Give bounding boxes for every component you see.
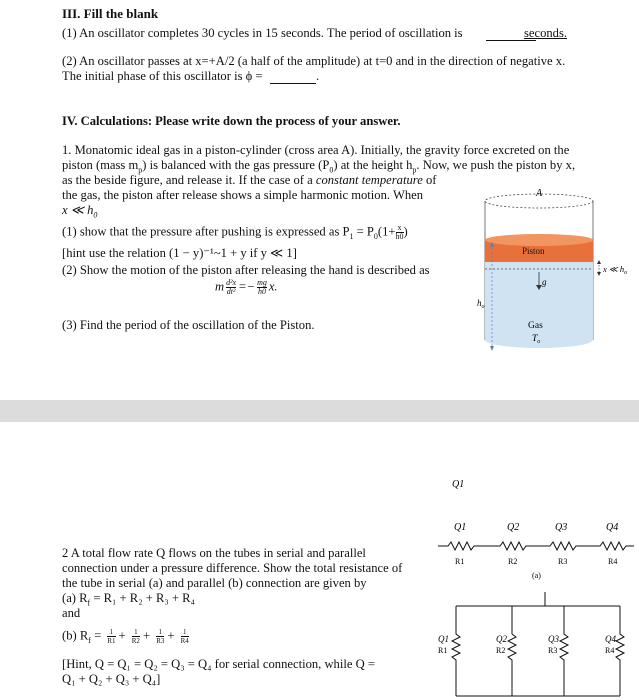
p2-line-6: (b) $R_f$ = $\frac{1}{R1}$ + $\frac{1}{R2}$ + $\frac{1}{R3}$ + $\frac{1}{R4}$: [62, 628, 189, 645]
q1-unit: seconds.: [524, 26, 568, 40]
parallel-branch-3: [548, 606, 568, 696]
q2-line-1: (2) An oscillator passes at x=+A/2 (a half of the amplitude) at t=0 and in the direction of negative x.: [62, 54, 566, 68]
piston-label: Piston: [522, 246, 545, 256]
x-label: x ≪ $h_o$: [603, 264, 628, 276]
p2-line-7: [Hint, Q = Q₁ = Q₂ = Q₃ = Q₄ for serial connection, while Q =: [62, 657, 375, 671]
g-label: g: [542, 277, 547, 287]
p1-line-6: (1) show that the pressure after pushing is expressed as $P_1 = P_0(1+$ $\frac{x}{h0}$ ): [62, 223, 408, 241]
svg-text:Q1: Q1: [438, 634, 449, 644]
p2-line-2: connection under a pressure difference. Show the total resistance of: [62, 561, 403, 575]
p1-line-7: [hint use the relation (1 − y)⁻¹~1 + y if y ≪ 1]: [62, 246, 297, 260]
series-r4: R4: [608, 557, 618, 566]
series-r2: R2: [508, 557, 518, 566]
q2-end: .: [316, 69, 320, 83]
svg-text:Q3: Q3: [548, 634, 559, 644]
area-label: A: [536, 188, 543, 199]
piston-cylinder-figure: [470, 184, 638, 362]
q-top-label: Q1: [452, 479, 465, 490]
series-q2: Q2: [507, 522, 520, 533]
p1-line-5: x ≪ $h_0$: [62, 203, 98, 220]
q1-text: (1) An oscillator completes 30 cycles in 15 seconds. The period of oscillation is: [62, 26, 463, 40]
p2-line-8: Q₁ + Q₂ + Q₃ + Q₄]: [62, 672, 161, 686]
resistor-circuit-figure: [430, 474, 639, 700]
p2-line-1: 2 A total flow rate Q flows on the tubes in serial and parallel: [62, 546, 366, 560]
p1-line-9: (3) Find the period of the oscillation of the Piston.: [62, 318, 315, 332]
series-r3: R3: [558, 557, 568, 566]
svg-text:R1: R1: [438, 646, 448, 655]
series-q3: Q3: [555, 522, 568, 533]
h-label: $h_o$: [477, 298, 485, 310]
p1-line-1: 1. Monatomic ideal gas in a piston-cylinder (cross area A). Initially, the gravity force excreted on the: [62, 143, 570, 157]
parallel-branch-2: [496, 606, 516, 696]
svg-text:Q4: Q4: [605, 634, 616, 644]
svg-text:R4: R4: [605, 646, 615, 655]
series-q4: Q4: [606, 522, 619, 533]
p1-line-8: (2) Show the motion of the piston after releasing the hand is described as: [62, 263, 430, 277]
q2-blank[interactable]: [270, 83, 316, 84]
section-4-title: IV. Calculations: Please write down the process of your answer.: [62, 114, 401, 128]
q2-line-2: The initial phase of this oscillator is ϕ =: [62, 69, 263, 83]
p1-line-2: piston (mass $m_p$) is balanced with the gas pressure $(P_0)$ at the height $h_p$. Now, we push the piston by x,: [62, 158, 576, 175]
p2-line-5: and: [62, 606, 81, 620]
p2-line-3: the tube in serial (a) and parallel (b) connection are given by: [62, 576, 367, 590]
section-3-title: III. Fill the blank: [62, 6, 159, 21]
series-resistor-chain: [438, 542, 634, 550]
caption-a: (a): [532, 571, 541, 580]
series-q1: Q1: [454, 522, 467, 533]
svg-text:Q2: Q2: [496, 634, 507, 644]
parallel-branch-1: [438, 606, 460, 696]
p1-line-3: as the beside figure, and release it. If the case of a constant temperature of: [62, 173, 437, 187]
parallel-branch-4: [605, 606, 624, 696]
p1-line-4: the gas, the piston after release shows a simple harmonic motion. When: [62, 188, 424, 202]
gas-label: Gas: [528, 321, 543, 331]
svg-text:R3: R3: [548, 646, 558, 655]
p1-equation: m $\frac{\text{d²x}}{\text{dt²}}$ =− $\frac{mg}{h0}$ x.: [215, 278, 278, 296]
p2-line-4: (a) $R_f = R_1 + R_2 + R_3 + R_4$: [62, 591, 195, 608]
temperature-label: $T_o$: [532, 334, 541, 345]
question-card-2: [0, 422, 639, 700]
svg-text:R2: R2: [496, 646, 506, 655]
series-r1: R1: [455, 557, 465, 566]
piston-top: [485, 234, 593, 246]
